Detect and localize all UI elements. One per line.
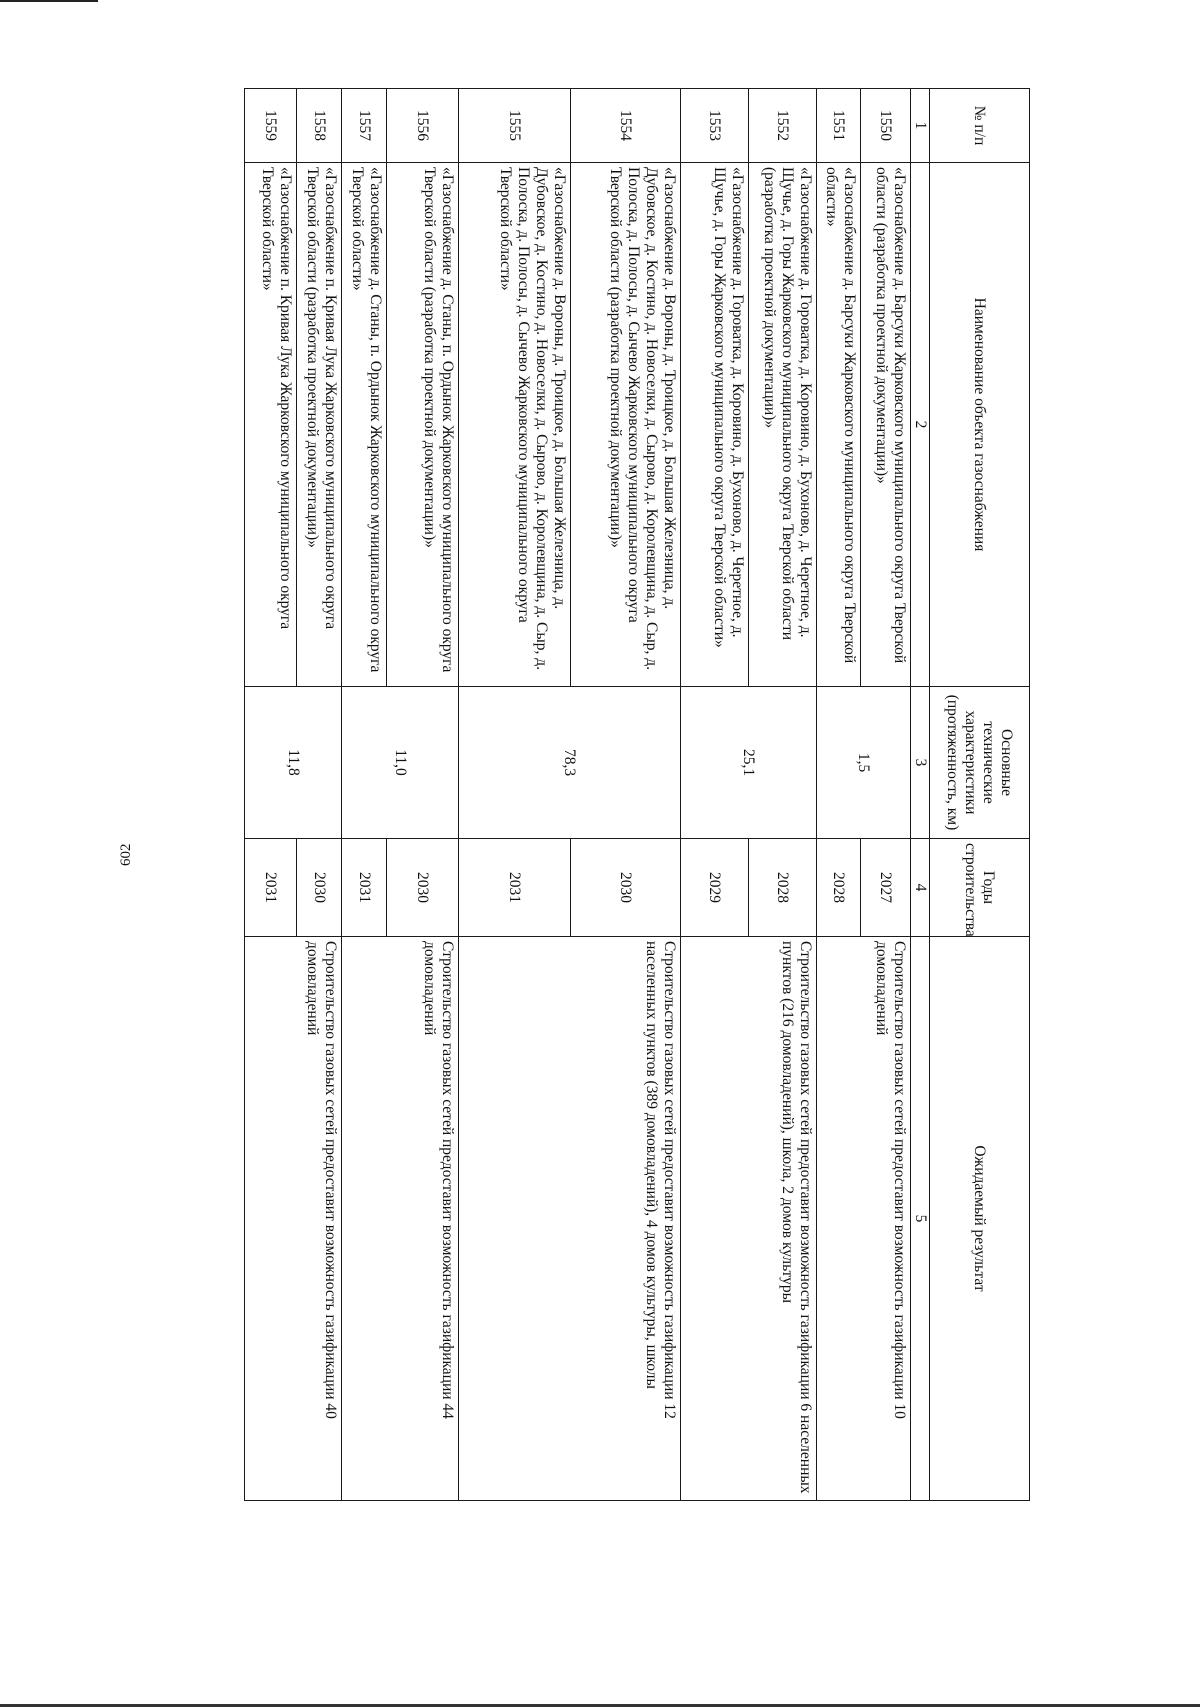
construction-year: 2030 <box>387 839 459 937</box>
construction-year: 2030 <box>571 839 681 937</box>
construction-year: 2028 <box>749 839 817 937</box>
object-name: «Газоснабжение д. Барсуки Жарковского муниципального округа Тверской области» <box>817 163 861 687</box>
page-number: 602 <box>118 843 134 866</box>
object-name: «Газоснабжение д. Станы, п. Ордынок Жарковского муниципального округа Тверской области (разработка проектной документации)» <box>387 163 459 687</box>
column-number: 5 <box>911 937 930 1501</box>
column-number: 1 <box>911 89 930 163</box>
row-number: 1551 <box>817 89 861 163</box>
row-number: 1552 <box>749 89 817 163</box>
row-number: 1558 <box>297 89 342 163</box>
row-number: 1559 <box>245 89 297 163</box>
header-characteristics: Основные технические характеристики (протяженность, км) <box>930 687 1030 839</box>
row-number: 1553 <box>681 89 749 163</box>
construction-year: 2028 <box>817 839 861 937</box>
expected-result: Строительство газовых сетей предоставит возможность газификации 12 населенных пунктов (389 домовладений), 4 домов культуры, школы <box>459 937 681 1501</box>
table-row <box>749 89 817 1501</box>
expected-result: Строительство газовых сетей предоставит возможность газификации 6 населенных пунктов (216 домовладений), школа, 2 домов культуры <box>681 937 817 1501</box>
header-object-name: Наименование объекта газоснабжения <box>930 163 1030 687</box>
expected-result: Строительство газовых сетей предоставит возможность газификации 40 домовладений <box>245 937 342 1501</box>
rotated-table-wrapper <box>242 88 1030 1500</box>
expected-result: Строительство газовых сетей предоставит возможность газификации 10 домовладений <box>817 937 911 1501</box>
construction-year: 2029 <box>681 839 749 937</box>
length-km: 11,0 <box>342 687 459 839</box>
construction-year: 2031 <box>245 839 297 937</box>
object-name: «Газоснабжение д. Гороватка, д. Коровино, д. Бухоново, д. Черетное, д. Щучье, д. Горы Жарковского муниципального округа Тверской области» <box>681 163 749 687</box>
row-number: 1550 <box>861 89 911 163</box>
table-row <box>571 89 681 1501</box>
gas-supply-table <box>244 88 1030 1501</box>
object-name: «Газоснабжение д. Станы, п. Ордынок Жарковского муниципального округа Тверской области» <box>342 163 387 687</box>
table-row <box>297 89 342 1501</box>
row-number: 1556 <box>387 89 459 163</box>
length-km: 25,1 <box>681 687 817 839</box>
construction-year: 2031 <box>459 839 571 937</box>
table-row <box>861 89 911 1501</box>
object-name: «Газоснабжение п. Кривая Лука Жарковского муниципального округа Тверской области (разработка проектной документации)» <box>297 163 342 687</box>
construction-year: 2027 <box>861 839 911 937</box>
scan-edge-top <box>0 0 98 2</box>
row-number: 1554 <box>571 89 681 163</box>
row-number: 1557 <box>342 89 387 163</box>
header-years: Годы строительства <box>930 839 1030 937</box>
header-number: № п/п <box>930 89 1030 163</box>
column-number: 2 <box>911 163 930 687</box>
construction-year: 2030 <box>297 839 342 937</box>
table-row <box>387 89 459 1501</box>
length-km: 78,3 <box>459 687 681 839</box>
expected-result: Строительство газовых сетей предоставит возможность газификации 44 домовладений <box>342 937 459 1501</box>
row-number: 1555 <box>459 89 571 163</box>
object-name: «Газоснабжение д. Барсуки Жарковского муниципального округа Тверской области (разработка проектной документации)» <box>861 163 911 687</box>
construction-year: 2031 <box>342 839 387 937</box>
header-expected-result: Ожидаемый результат <box>930 937 1030 1501</box>
object-name: «Газоснабжение д. Гороватка, д. Коровино, д. Бухоново, д. Черетное, д. Щучье, д. Горы Жарковского муниципального округа Тверской области (разработка проектной документации)» <box>749 163 817 687</box>
header-row <box>930 89 1030 1501</box>
column-number-row <box>911 89 930 1501</box>
object-name: «Газоснабжение д. Вороны, д. Троицкое, д. Большая Железница, д. Дубовское, д. Костино, д. Новоселки, д. Сырово, д. Королевщина, д. Сыр, д. Полоска, д. Полосы, д. Сычево Жарковского муниципального округа Тверской области» <box>459 163 571 687</box>
column-number: 4 <box>911 839 930 937</box>
column-number: 3 <box>911 687 930 839</box>
object-name: «Газоснабжение п. Кривая Лука Жарковского муниципального округа Тверской области» <box>245 163 297 687</box>
length-km: 1,5 <box>817 687 911 839</box>
object-name: «Газоснабжение д. Вороны, д. Троицкое, д. Большая Железница, д. Дубовское, д. Костино, д. Новоселки, д. Сырово, д. Королевщина, д. Сыр, д. Полоска, д. Полосы, д. Сычево Жарковского муниципального округа Тверской области (разработка проектной документации)» <box>571 163 681 687</box>
length-km: 11,8 <box>245 687 342 839</box>
